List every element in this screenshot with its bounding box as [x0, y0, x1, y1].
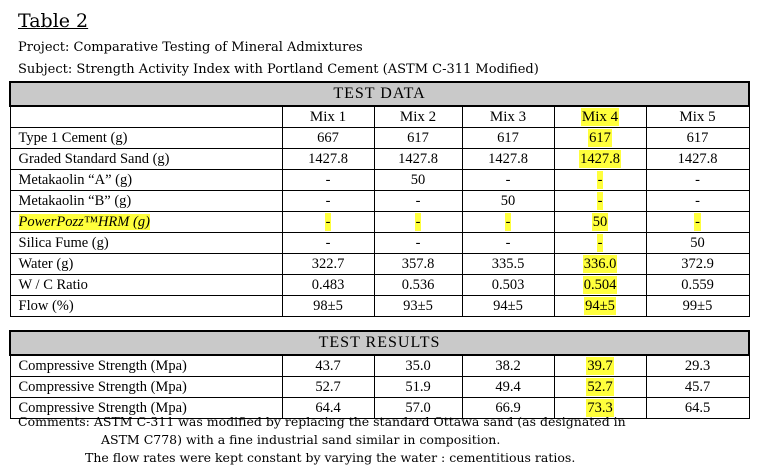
cell-value: 336.0	[583, 255, 617, 272]
cell-value: 372.9	[681, 255, 714, 272]
table-cell	[646, 149, 749, 170]
table-cell	[646, 170, 749, 191]
table-cell	[282, 355, 374, 377]
cell-value: 50	[410, 171, 426, 188]
table-cell	[646, 355, 749, 377]
cell-value: 335.5	[491, 255, 525, 272]
table-cell	[462, 233, 554, 254]
cell-value: 322.7	[311, 255, 345, 272]
table-cell	[462, 377, 554, 398]
cell-value: 51.9	[405, 378, 431, 395]
row-label	[10, 191, 282, 212]
table-cell	[282, 149, 374, 170]
cell-value: 52.7	[587, 378, 613, 395]
table-cell	[282, 191, 374, 212]
table-row	[10, 233, 749, 254]
cell-value: 617	[407, 129, 429, 146]
row-label	[10, 233, 282, 254]
row-label-text: Compressive Strength (Mpa)	[18, 357, 187, 374]
table-cell	[646, 212, 749, 233]
table-cell	[462, 149, 554, 170]
table-cell	[646, 296, 749, 317]
cell-value: -	[695, 213, 700, 230]
cell-value: 66.9	[495, 399, 521, 416]
table-row	[10, 170, 749, 191]
comments-block	[18, 413, 626, 467]
table-cell	[646, 233, 749, 254]
cell-value: 50	[500, 192, 516, 209]
cell-value: 0.503	[491, 276, 525, 293]
table-cell	[554, 191, 646, 212]
comments-line-2: ASTM C778) with a fine industrial sand similar in composition.	[101, 432, 501, 447]
row-label	[10, 254, 282, 275]
cell-value: 0.504	[583, 276, 617, 293]
test-results-rows	[10, 355, 749, 419]
cell-value: 1427.8	[580, 150, 620, 167]
row-label-text: W / C Ratio	[18, 276, 88, 293]
cell-value: -	[597, 192, 603, 209]
cell-value: -	[597, 171, 603, 188]
row-label-text: Silica Fume (g)	[18, 234, 109, 251]
table-title: Table 2	[18, 10, 89, 32]
test-data-rows	[10, 128, 749, 317]
cell-value: 57.0	[405, 399, 431, 416]
cell-value: -	[325, 192, 331, 209]
table-cell	[462, 275, 554, 296]
cell-value: -	[505, 171, 511, 188]
row-label	[10, 275, 282, 296]
table-cell	[554, 128, 646, 149]
table-cell	[282, 128, 374, 149]
cell-value: 1427.8	[677, 150, 718, 167]
cell-value: -	[325, 171, 331, 188]
cell-value: 29.3	[684, 357, 711, 374]
cell-value: 64.5	[684, 399, 711, 416]
row-label	[10, 377, 282, 398]
mix-header-row	[10, 106, 749, 128]
cell-value: 0.559	[681, 276, 714, 293]
cell-value: 43.7	[315, 357, 341, 374]
comments-line-1: Comments: ASTM C-311 was modified by replacing the standard Ottawa sand (as designated in	[18, 414, 626, 429]
table-cell	[554, 149, 646, 170]
table-cell	[554, 170, 646, 191]
project-line: Project: Comparative Testing of Mineral Admixtures	[18, 40, 363, 55]
table-cell	[282, 170, 374, 191]
row-label	[10, 149, 282, 170]
cell-value: 0.483	[311, 276, 345, 293]
table-cell	[462, 170, 554, 191]
row-label-text: Type 1 Cement (g)	[18, 129, 128, 146]
cell-value: -	[695, 192, 700, 209]
table-cell	[462, 128, 554, 149]
cell-value: -	[415, 192, 421, 209]
cell-value: 357.8	[401, 255, 435, 272]
cell-value: 617	[497, 129, 519, 146]
mix-header: Mix 5	[646, 106, 749, 128]
table-cell	[462, 191, 554, 212]
cell-value: 50	[592, 213, 608, 230]
table-cell	[282, 233, 374, 254]
row-label	[10, 128, 282, 149]
row-label	[10, 296, 282, 317]
row-label	[10, 212, 282, 233]
mix-header-blank	[10, 106, 282, 128]
cell-value: 98±5	[313, 297, 343, 314]
table-row	[10, 296, 749, 317]
cell-value: 64.4	[315, 399, 341, 416]
table-cell	[374, 275, 462, 296]
cell-value: -	[415, 213, 421, 230]
cell-value: 93±5	[403, 297, 433, 314]
table-row	[10, 254, 749, 275]
row-label-text: Compressive Strength (Mpa)	[18, 399, 187, 416]
row-label	[10, 170, 282, 191]
subject-line: Subject: Strength Activity Index with Portland Cement (ASTM C-311 Modified)	[18, 62, 539, 77]
row-label-text: Metakaolin “A” (g)	[18, 171, 133, 188]
table-cell	[374, 128, 462, 149]
mix-4-header-highlight: Mix 4	[581, 109, 619, 125]
table-row	[10, 377, 749, 398]
cell-value: 1427.8	[308, 150, 348, 167]
table-cell	[554, 254, 646, 275]
row-label-text: Metakaolin “B” (g)	[18, 192, 132, 209]
table-cell	[374, 233, 462, 254]
row-label-text: Water (g)	[18, 255, 74, 272]
table-cell	[374, 254, 462, 275]
cell-value: 617	[686, 129, 709, 146]
table-cell	[374, 296, 462, 317]
test-results-table	[9, 330, 750, 419]
table-row	[10, 275, 749, 296]
test-results-heading: TEST RESULTS	[10, 331, 749, 355]
cell-value: -	[597, 234, 603, 251]
table-cell	[554, 296, 646, 317]
test-data-table	[9, 81, 750, 317]
cell-value: -	[695, 171, 700, 188]
table-row	[10, 191, 749, 212]
table-cell	[374, 212, 462, 233]
table-cell	[554, 212, 646, 233]
cell-value: 667	[317, 129, 339, 146]
cell-value: 50	[690, 234, 705, 251]
table-cell	[646, 398, 749, 419]
table-cell	[282, 212, 374, 233]
test-data-heading: TEST DATA	[10, 82, 749, 106]
table-cell	[282, 275, 374, 296]
table-cell	[646, 128, 749, 149]
table-cell	[374, 149, 462, 170]
cell-value: 94±5	[493, 297, 523, 314]
table-cell	[646, 254, 749, 275]
row-label	[10, 355, 282, 377]
table-cell	[374, 355, 462, 377]
cell-value: -	[325, 234, 331, 251]
cell-value: 73.3	[587, 399, 613, 416]
row-label-text: PowerPozz™HRM (g)	[18, 213, 150, 230]
mix-header	[554, 106, 646, 128]
cell-value: 94±5	[585, 297, 615, 314]
cell-value: 45.7	[684, 378, 711, 395]
table-cell	[462, 254, 554, 275]
table-cell	[462, 355, 554, 377]
table-cell	[282, 377, 374, 398]
cell-value: 1427.8	[488, 150, 528, 167]
cell-value: 38.2	[495, 357, 521, 374]
table-row	[10, 212, 749, 233]
row-label-text: Graded Standard Sand (g)	[18, 150, 170, 167]
cell-value: -	[505, 234, 511, 251]
table-row	[10, 355, 749, 377]
table-cell	[462, 212, 554, 233]
table-row	[10, 149, 749, 170]
table-cell	[646, 275, 749, 296]
cell-value: 52.7	[315, 378, 341, 395]
cell-value: 49.4	[495, 378, 521, 395]
table-cell	[554, 355, 646, 377]
comments-line-3: The flow rates were kept constant by varying the water : cementitious ratios.	[85, 450, 576, 465]
cell-value: 35.0	[405, 357, 431, 374]
table-cell	[282, 296, 374, 317]
test-results-heading-row	[10, 331, 749, 355]
cell-value: -	[325, 213, 331, 230]
mix-header: Mix 2	[374, 106, 462, 128]
cell-value: 0.536	[401, 276, 435, 293]
table-cell	[374, 170, 462, 191]
table-cell	[646, 377, 749, 398]
cell-value: 99±5	[682, 297, 713, 314]
mix-header: Mix 3	[462, 106, 554, 128]
cell-value: 1427.8	[398, 150, 438, 167]
table-cell	[554, 275, 646, 296]
table-row	[10, 128, 749, 149]
mix-header: Mix 1	[282, 106, 374, 128]
table-cell	[374, 191, 462, 212]
cell-value: 617	[589, 129, 611, 146]
table-cell	[554, 377, 646, 398]
table-cell	[554, 233, 646, 254]
table-cell	[646, 191, 749, 212]
cell-value: -	[415, 234, 421, 251]
test-data-heading-row	[10, 82, 749, 106]
cell-value: 39.7	[587, 357, 613, 374]
table-cell	[462, 296, 554, 317]
table-cell	[282, 254, 374, 275]
table-cell	[374, 377, 462, 398]
cell-value: -	[505, 213, 511, 230]
row-label-text: Compressive Strength (Mpa)	[18, 378, 187, 395]
row-label-text: Flow (%)	[18, 297, 74, 314]
